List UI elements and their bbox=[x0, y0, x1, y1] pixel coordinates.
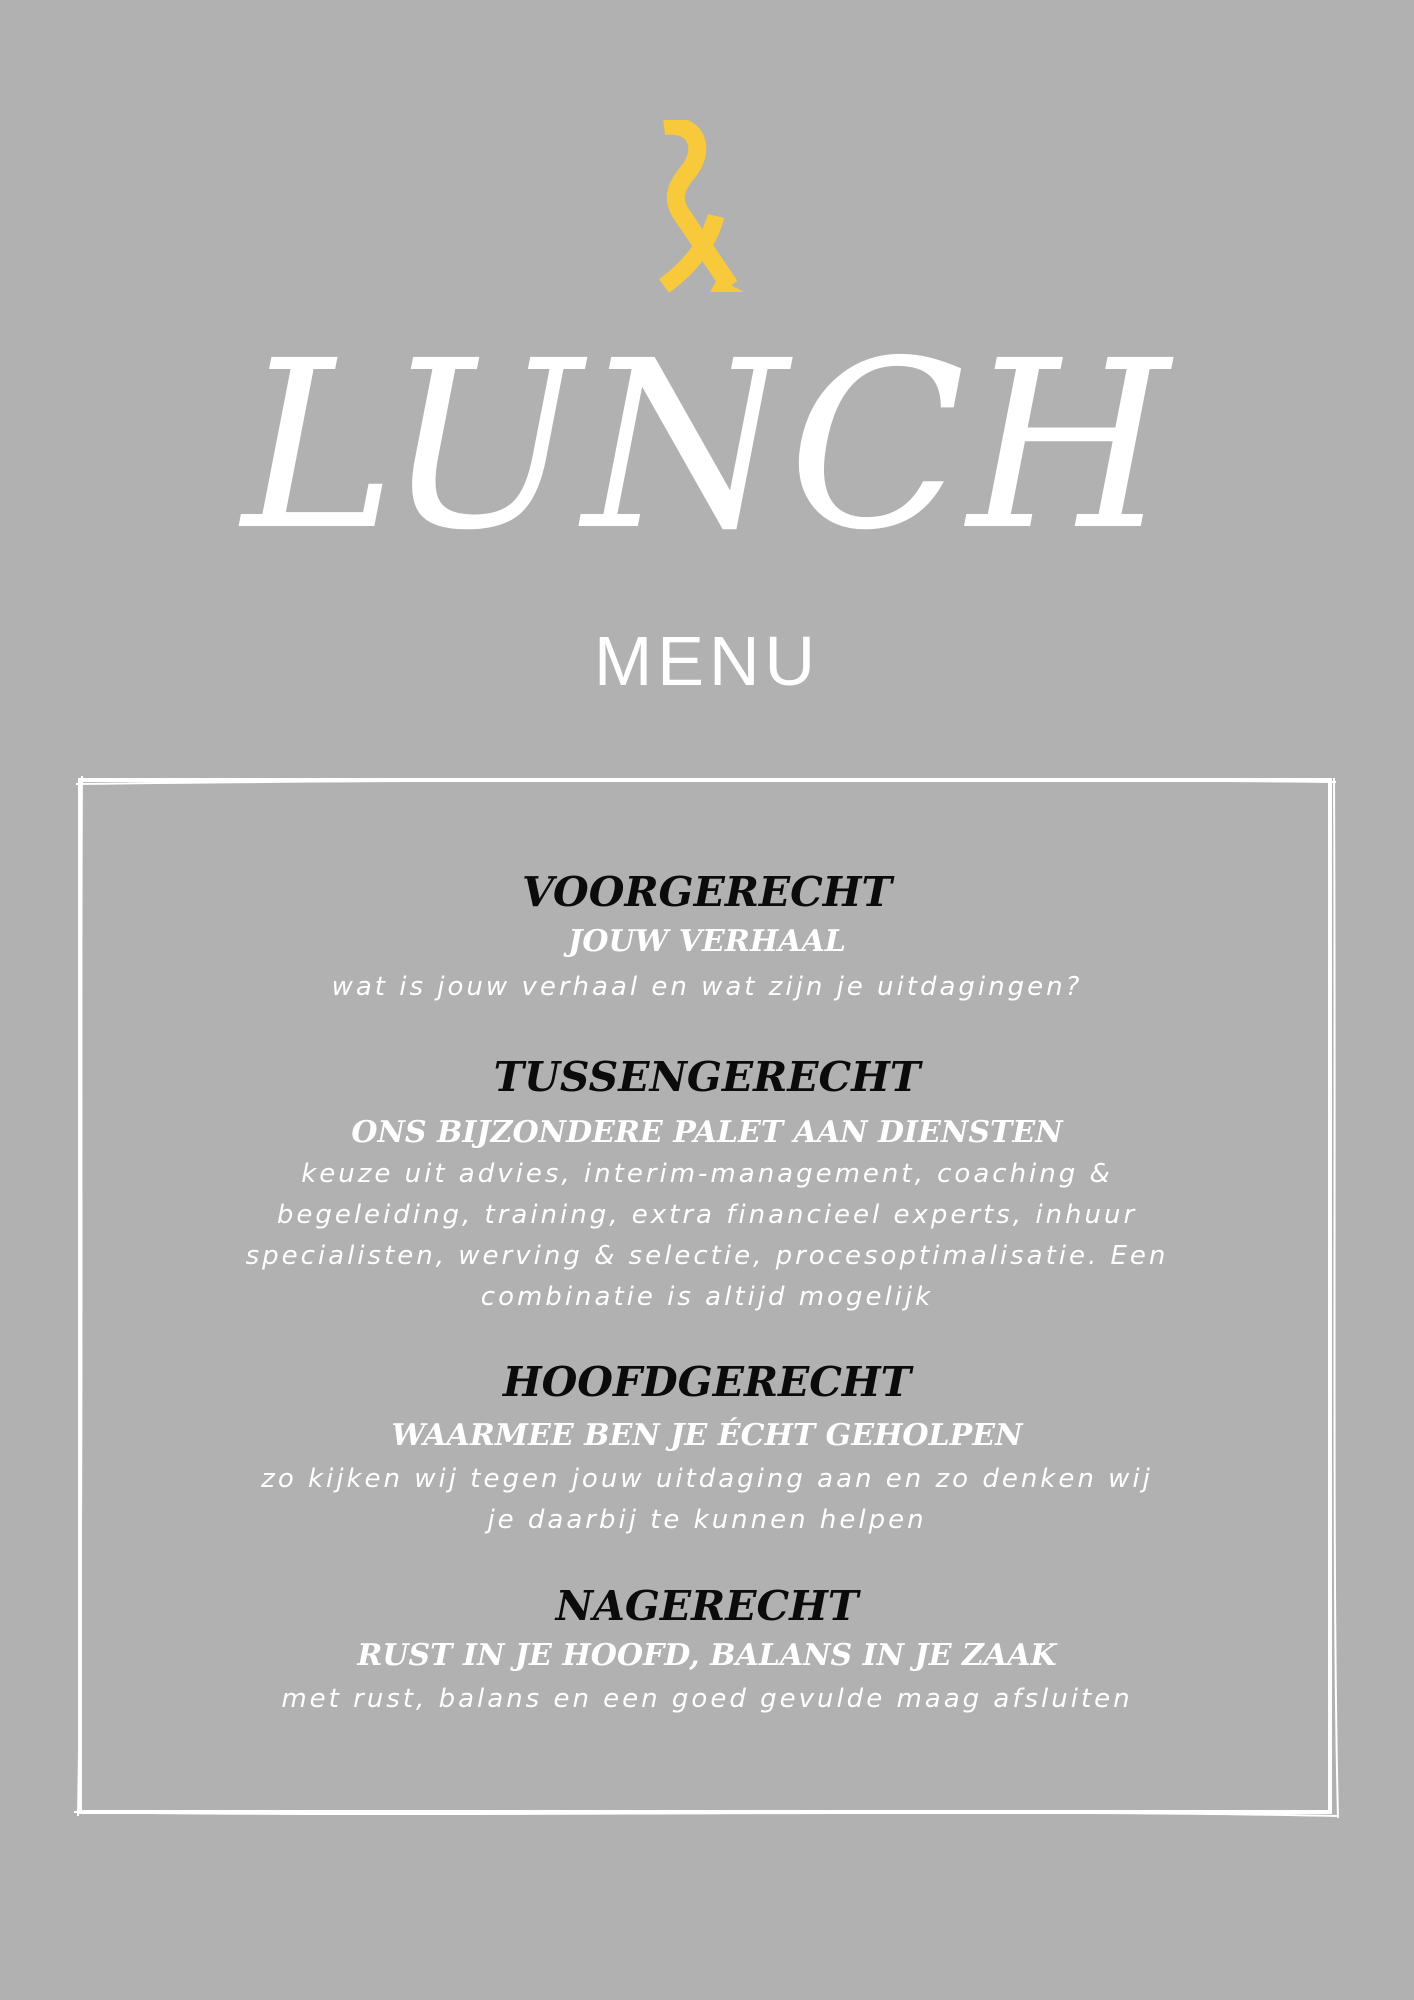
course-name: HOOFDGERECHT bbox=[502, 1358, 912, 1406]
course-subtitle: WAARMEE BEN JE ÉCHT GEHOLPEN bbox=[391, 1418, 1023, 1453]
course-description bbox=[160, 1679, 1254, 1720]
course-description bbox=[160, 1154, 1254, 1318]
course-name: VOORGERECHT bbox=[521, 868, 893, 916]
course-description bbox=[160, 967, 1254, 1008]
course-description-line: specialisten, werving & selectie, procesoptimalisatie. Een bbox=[245, 1241, 1169, 1271]
course-description-line: combinatie is altijd mogelijk bbox=[480, 1282, 934, 1312]
menu-title: LUNCH bbox=[242, 311, 1172, 581]
course-description-line: zo kijken wij tegen jouw uitdaging aan en zo denken wij bbox=[261, 1464, 1153, 1494]
course-description-line: wat is jouw verhaal en wat zijn je uitdagingen? bbox=[331, 972, 1083, 1002]
ampersand-logo-icon bbox=[658, 120, 750, 292]
course-hoofdgerecht bbox=[160, 1358, 1254, 1541]
course-subtitle: RUST IN JE HOOFD, BALANS IN JE ZAAK bbox=[357, 1638, 1057, 1673]
menu-subtitle: MENU bbox=[593, 622, 821, 700]
course-tussengerecht bbox=[160, 1053, 1254, 1318]
course-voorgerecht bbox=[160, 868, 1254, 1008]
course-subtitle: JOUW VERHAAL bbox=[568, 924, 846, 959]
course-name: NAGERECHT bbox=[555, 1582, 859, 1630]
course-description-line: je daarbij te kunnen helpen bbox=[487, 1505, 927, 1535]
course-description-line: met rust, balans en een goed gevulde maag afsluiten bbox=[281, 1684, 1133, 1714]
course-nagerecht bbox=[160, 1582, 1254, 1720]
course-description-line: keuze uit advies, interim-management, coaching & bbox=[301, 1159, 1113, 1189]
course-name: TUSSENGERECHT bbox=[493, 1053, 921, 1101]
course-description-line: begeleiding, training, extra financieel experts, inhuur bbox=[276, 1200, 1138, 1230]
course-description bbox=[160, 1459, 1254, 1541]
course-subtitle: ONS BIJZONDERE PALET AAN DIENSTEN bbox=[351, 1115, 1063, 1150]
